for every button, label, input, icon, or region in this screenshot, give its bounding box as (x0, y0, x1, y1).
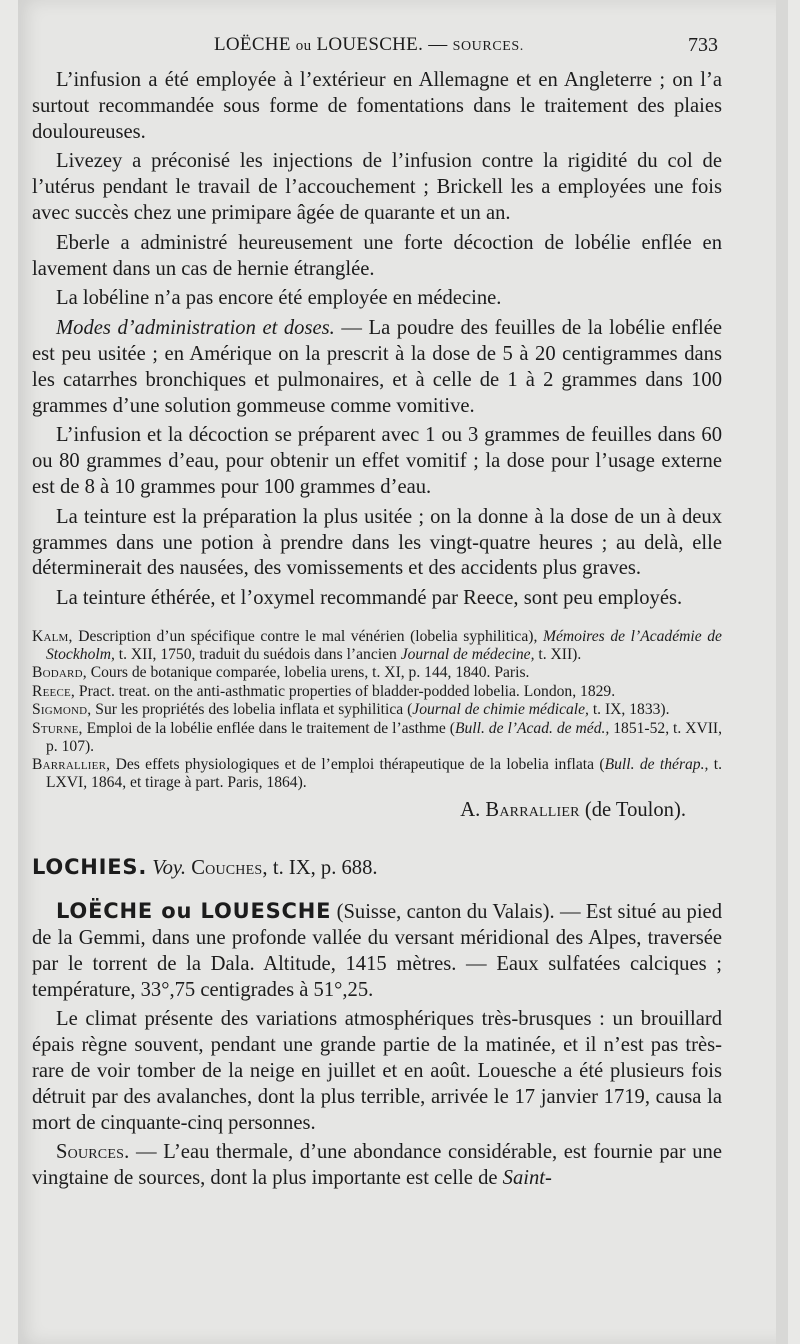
paragraph: Sources. — L’eau thermale, d’une abondance considérable, est fournie par une vingtaine de sources, dont la plus importante est celle de Saint- (32, 1141, 722, 1190)
paragraph: La teinture éthérée, et l’oxymel recommandé par Reece, sont peu employés. (56, 587, 683, 610)
paragraph: Le climat présente des variations atmosphériques très-brusques : un brouillard épais règne souvent, pendant une grande partie de la matinée, et il n’est pas très-rare de voir tomber de la neige en juillet et en août. Louesche a été plusieurs fois détruit par des avalanches, dont la plus terrible, arrivée le 17 janvier 1719, causa la mort de cinquante-cinq personnes. (32, 1008, 722, 1134)
entry-headword: LOCHIES. (32, 855, 148, 880)
paragraph: La lobéline n’a pas encore été employée en médecine. (56, 287, 502, 310)
entry-lochies: LOCHIES. Voy. Couches, t. IX, p. 688. (32, 855, 378, 880)
entry-headword: LOËCHE ou LOUESCHE (56, 899, 332, 924)
paragraph: LOËCHE ou LOUESCHE (Suisse, canton du Valais). — Est situé au pied de la Gemmi, dans une profonde vallée du versant méridional des Alpes, traversée par le torrent de la Dala. Altitude, 1415 mètres. — Eaux sulfatées calciques ; température, 33°,75 centigrades à 51°,25. (32, 899, 722, 1001)
running-header (0, 34, 800, 60)
author-signature: A. Barrallier (de Toulon). (460, 799, 686, 822)
running-title-a: LOËCHE (214, 34, 291, 55)
subsection-title: Sources. (56, 1141, 130, 1164)
bibliography-entry: Kalm, Description d’un spécifique contre le mal vénérien (lobelia syphilitica), Mémoires de l’Académie de Stockholm, t. XII, 1750, traduit du suédois dans l’ancien Journal de médecine, t. XII). (32, 627, 722, 663)
paragraph: Eberle a administré heureusement une forte décoction de lobélie enflée en lavement dans un cas de hernie étranglée. (32, 231, 722, 280)
paragraph: La teinture est la préparation la plus usitée ; on la donne à la dose de un à deux grammes dans une potion à prendre dans les vingt-quatre heures ; au delà, elle déterminerait des nausées, des vomissements et des accidents plus graves. (32, 505, 722, 580)
bibliography-entry: Barrallier, Des effets physiologiques et de l’emploi thérapeutique de la lobelia inflata (Bull. de thérap., t. LXVI, 1864, et tirage à part. Paris, 1864). (32, 756, 722, 791)
bibliography-entry: Reece, Pract. treat. on the anti-asthmatic properties of bladder-podded lobelia. London, 1829. (32, 682, 616, 700)
page-edge (776, 0, 788, 1344)
running-title-section: SOURCES. (452, 39, 524, 54)
bibliography-entry: Bodard, Cours de botanique comparée, lobelia urens, t. XI, p. 144, 1840. Paris. (32, 664, 530, 682)
running-title-ou: ou (295, 38, 312, 54)
paragraph: L’infusion a été employée à l’extérieur en Allemagne et en Angleterre ; on l’a surtout recommandée sous forme de fomentations dans le traitement des plaies douloureuses. (32, 69, 722, 143)
running-title-b: LOUESCHE. (316, 34, 424, 55)
paragraph: Livezey a préconisé les injections de l’infusion contre la rigidité du col de l’utérus pendant le travail de l’accouchement ; Brickell les a employées une fois avec succès chez une primipare âgée de quarante et un an. (32, 150, 722, 224)
subsection-title: Modes d’administration et doses. (56, 317, 335, 340)
bibliography-entry: Sturne, Emploi de la lobélie enflée dans le traitement de l’asthme (Bull. de l’Acad. de méd., 1851-52, t. XVII, p. 107). (32, 719, 723, 755)
running-title-dash: — (428, 34, 448, 55)
page-body (32, 68, 722, 1196)
running-title (214, 34, 524, 56)
bibliography-entry: Sigmond, Sur les propriétés des lobelia inflata et syphilitica (Journal de chimie médicale, t. IX, 1833). (32, 701, 670, 719)
paragraph: Modes d’administration et doses. — La poudre des feuilles de la lobélie enflée est peu usitée ; en Amérique on la prescrit à la dose de 5 à 20 centigrammes dans les catarrhes bronchiques et pulmonaires, et à celle de 1 à 2 grammes dans 100 grammes d’une solution gommeuse comme vomitive. (32, 317, 722, 417)
entry-loeche (32, 899, 722, 1192)
bibliography (32, 628, 722, 791)
page-number: 733 (688, 34, 718, 56)
paragraph: L’infusion et la décoction se préparent avec 1 ou 3 grammes de feuilles dans 60 ou 80 grammes d’eau, pour obtenir un effet vomitif ; la dose pour l’usage externe est de 8 à 10 grammes pour 100 grammes d’eau. (32, 424, 722, 498)
